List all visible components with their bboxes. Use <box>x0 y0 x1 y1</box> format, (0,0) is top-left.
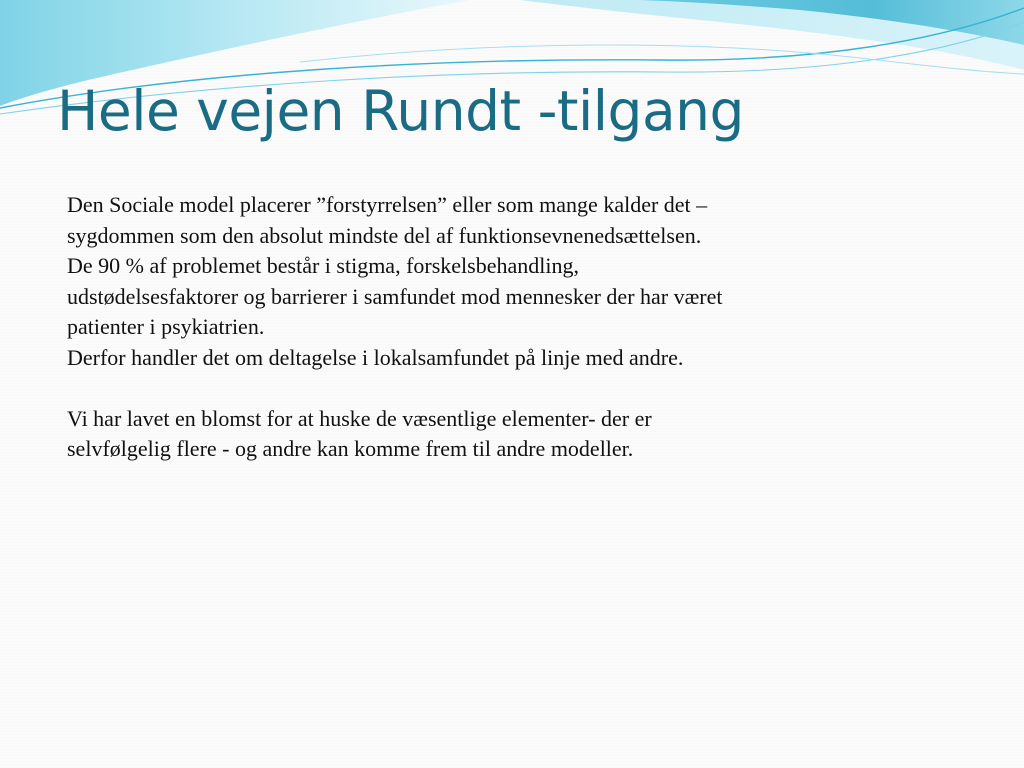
body-line: De 90 % af problemet består i stigma, forskelsbehandling, <box>67 253 579 278</box>
body-line: Vi har lavet en blomst for at huske de væsentlige elementer- der er <box>67 405 652 431</box>
body-line: udstødelsesfaktorer og barrierer i samfundet mod mennesker der har været <box>67 283 723 309</box>
slide-body <box>67 190 947 465</box>
body-line: Den Sociale model placerer ”forstyrrelsen” eller som mange kalder det – <box>67 192 708 217</box>
paragraph-spacer <box>67 373 947 404</box>
body-line: Derfor handler det om deltagelse i lokalsamfundet på linje med andre. <box>67 344 684 370</box>
slide-title: Hele vejen Rundt -tilgang <box>57 79 744 143</box>
body-line: patienter i psykiatrien. <box>67 314 265 339</box>
body-line: sygdommen som den absolut mindste del af funktionsevnenedsættelsen. <box>67 222 702 248</box>
body-line: selvfølgelig flere - og andre kan komme frem til andre modeller. <box>67 436 634 461</box>
